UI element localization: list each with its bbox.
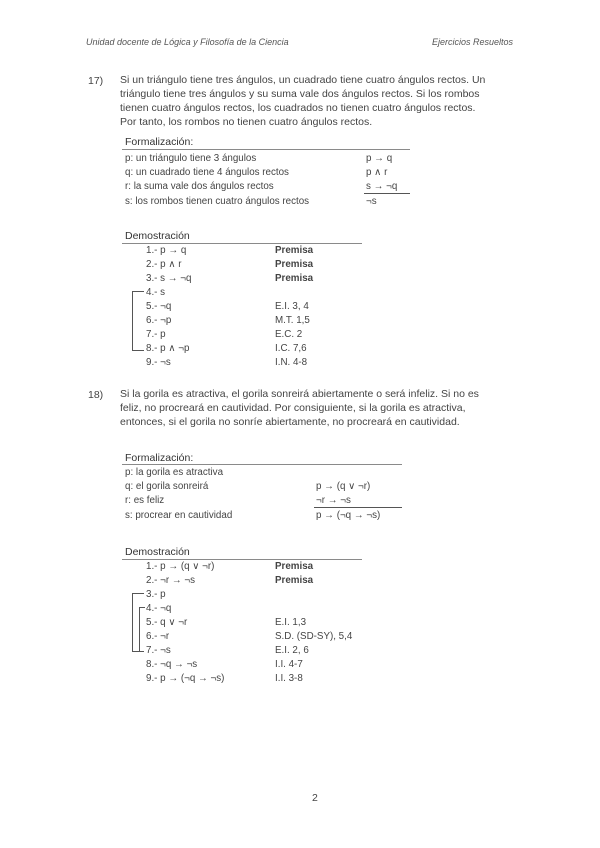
exercise-18-number: 18) (88, 389, 104, 401)
paragraph-line: feliz, no procreará en cautividad. Por consiguiente, si la gorila es atractiva, (120, 402, 466, 414)
formalization-formula: p → q (366, 153, 393, 164)
proof-justification: E.C. 2 (275, 329, 303, 340)
assumption-bracket-bottom (132, 350, 144, 351)
formalization-label: r: es feliz (125, 495, 165, 506)
formalization-formula: ¬s (366, 196, 377, 207)
proof-step: 3.- s → ¬q (146, 273, 192, 284)
formalization-formula: s → ¬q (366, 181, 398, 192)
header-right: Ejercicios Resueltos (432, 37, 514, 47)
proof-justification: I.C. 7,6 (275, 343, 307, 354)
proof-justification: Premisa (275, 245, 314, 256)
proof-step: 2.- p ∧ r (146, 259, 182, 270)
assumption-bracket-inner (139, 607, 140, 651)
assumption-bracket-outer (132, 593, 133, 652)
assumption-bracket-top (132, 593, 144, 594)
assumption-bracket-top (132, 291, 144, 292)
exercise-17-paragraph (120, 73, 515, 129)
proof-justification: E.I. 2, 6 (275, 645, 309, 656)
page-number: 2 (312, 792, 318, 804)
proof-step: 8.- ¬q → ¬s (146, 659, 198, 670)
formalization-formula: p ∧ r (366, 167, 388, 178)
proof-justification: M.T. 1,5 (275, 315, 310, 326)
conclusion-line (364, 193, 410, 194)
paragraph-line: Si un triángulo tiene tres ángulos, un cuadrado tiene cuatro ángulos rectos. Un (120, 74, 486, 86)
divider (122, 464, 402, 465)
formalization-formula: ¬r → ¬s (316, 495, 351, 506)
paragraph-line: triángulo tiene tres ángulos y su suma vale dos ángulos rectos. Si los rombos (120, 88, 480, 100)
proof-justification: I.I. 3-8 (275, 673, 303, 684)
divider (122, 243, 362, 244)
formalization-label: r: la suma vale dos ángulos rectos (125, 181, 274, 192)
proof-justification: I.N. 4-8 (275, 357, 308, 368)
proof-justification: E.I. 1,3 (275, 617, 307, 628)
proof-justification: Premisa (275, 575, 314, 586)
proof-step: 9.- ¬s (146, 357, 171, 368)
formalization-label: p: la gorila es atractiva (125, 467, 224, 478)
formalization-label: p: un triángulo tiene 3 ángulos (125, 153, 257, 164)
proof-step: 3.- p (146, 589, 166, 600)
divider (122, 149, 410, 150)
formalization-formula: p → (¬q → ¬s) (316, 510, 381, 521)
proof-justification: Premisa (275, 273, 314, 284)
proof-step: 1.- p → q (146, 245, 187, 256)
proof-step: 5.- q ∨ ¬r (146, 617, 188, 628)
divider (122, 559, 362, 560)
demonstration-title: Demostración (125, 546, 190, 558)
exercise-17-number: 17) (88, 75, 104, 87)
proof-step: 7.- ¬s (146, 645, 171, 656)
proof-step: 8.- p ∧ ¬p (146, 343, 190, 354)
proof-step: 6.- ¬r (146, 631, 170, 642)
proof-justification: Premisa (275, 259, 314, 270)
formalization-label: s: los rombos tienen cuatro ángulos rectos (125, 196, 310, 207)
proof-step: 1.- p → (q ∨ ¬r) (146, 561, 215, 572)
proof-justification: Premisa (275, 561, 314, 572)
proof-step: 2.- ¬r → ¬s (146, 575, 195, 586)
proof-step: 5.- ¬q (146, 301, 172, 312)
formalization-label: q: el gorila sonreirá (125, 481, 209, 492)
formalization-formula: p → (q ∨ ¬r) (316, 481, 371, 492)
proof-step: 9.- p → (¬q → ¬s) (146, 673, 225, 684)
proof-justification: E.I. 3, 4 (275, 301, 309, 312)
formalization-title: Formalización: (125, 452, 194, 464)
formalization-label: s: procrear en cautividad (125, 510, 233, 521)
proof-step: 4.- s (146, 287, 166, 298)
proof-step: 6.- ¬p (146, 315, 172, 326)
proof-step: 4.- ¬q (146, 603, 172, 614)
paragraph-line: tienen cuatro ángulos rectos, los cuadrados no tienen cuatro ángulos rectos. (120, 102, 476, 114)
paragraph-line: Si la gorila es atractiva, el gorila sonreirá abiertamente o será infeliz. Si no es (120, 388, 479, 400)
formalization-title: Formalización: (125, 136, 194, 148)
assumption-bracket-top (139, 607, 145, 608)
proof-justification: S.D. (SD-SY), 5,4 (275, 631, 353, 642)
header-left: Unidad docente de Lógica y Filosofía de la Ciencia (86, 37, 289, 47)
demonstration-title: Demostración (125, 230, 190, 242)
exercise-18-paragraph (120, 387, 515, 429)
proof-justification: I.I. 4-7 (275, 659, 303, 670)
formalization-label: q: un cuadrado tiene 4 ángulos rectos (125, 167, 289, 178)
paragraph-line: Por tanto, los rombos no tienen cuatro ángulos rectos. (120, 116, 373, 128)
proof-step: 7.- p (146, 329, 166, 340)
assumption-bracket (132, 291, 133, 351)
paragraph-line: entonces, si el gorila no sonríe abiertamente, no procreará en cautividad. (120, 416, 460, 428)
conclusion-line (314, 507, 402, 508)
assumption-bracket-bottom (132, 651, 144, 652)
